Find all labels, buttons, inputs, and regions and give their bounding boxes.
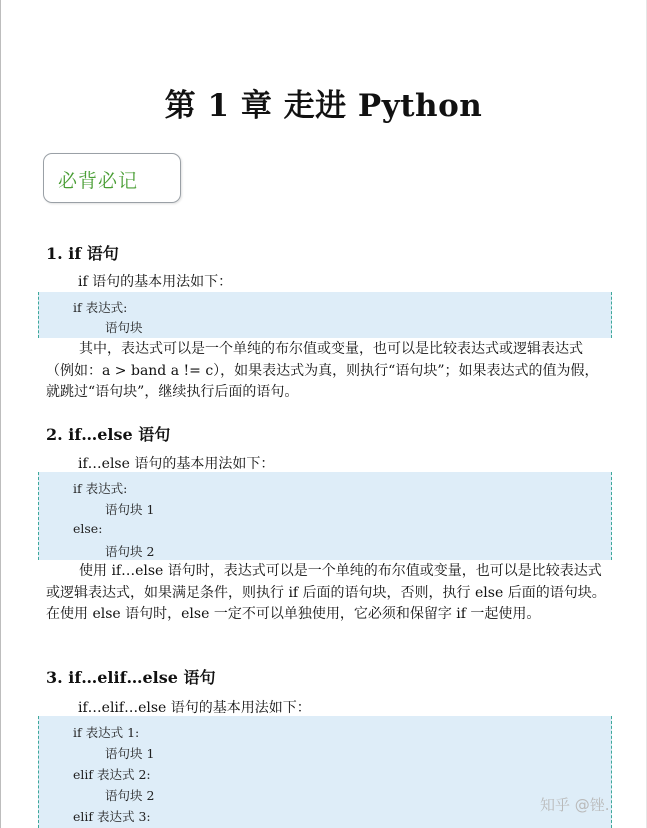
section-3-code-block (38, 716, 612, 828)
code-line: 语句块 2 (105, 544, 155, 559)
code-line: elif 表达式 2: (73, 767, 151, 782)
code-line: elif 表达式 3: (73, 809, 151, 824)
section-1-code-block (38, 292, 612, 338)
code-line: 语句块 (105, 320, 143, 335)
code-line: else: (73, 521, 103, 536)
code-line: 语句块 1 (105, 746, 155, 761)
must-remember-badge (43, 153, 181, 203)
section-2-body: 使用 if…else 语句时，表达式可以是一个单纯的布尔值或变量，也可以是比较表达式或逻辑表达式，如果满足条件，则执行 if 后面的语句块，否则，执行 else 后面的语句块。在使用 else 语句时，else 一定不可以单独使用，它必须和保留字 if 一起使用。 (46, 563, 606, 622)
code-line: if 表达式: (73, 300, 128, 315)
code-line: if 表达式 1: (73, 725, 140, 740)
section-1-heading: 1. if 语句 (46, 244, 119, 263)
section-1-intro: if 语句的基本用法如下： (78, 274, 233, 290)
section-3-heading: 3. if…elif…else 语句 (46, 668, 216, 687)
section-2-heading: 2. if…else 语句 (46, 425, 171, 444)
section-2-code-block (38, 472, 612, 560)
section-1-body: 其中，表达式可以是一个单纯的布尔值或变量，也可以是比较表达式或逻辑表达式（例如：a > band a != c），如果表达式为真，则执行“语句块”；如果表达式的值为假，就跳过“语句块”，继续执行后面的语句。 (46, 341, 599, 400)
code-line: 语句块 1 (105, 502, 155, 517)
code-line: 语句块 2 (105, 788, 155, 803)
chapter-title: 第 1 章 走进 Python (164, 88, 483, 124)
section-3-intro: if…elif…else 语句的基本用法如下： (78, 700, 311, 716)
section-2-intro: if…else 语句的基本用法如下： (78, 456, 275, 472)
code-line: if 表达式: (73, 481, 128, 496)
watermark: 知乎 @锉. (540, 796, 610, 814)
badge-label: 必背必记 (58, 170, 139, 192)
